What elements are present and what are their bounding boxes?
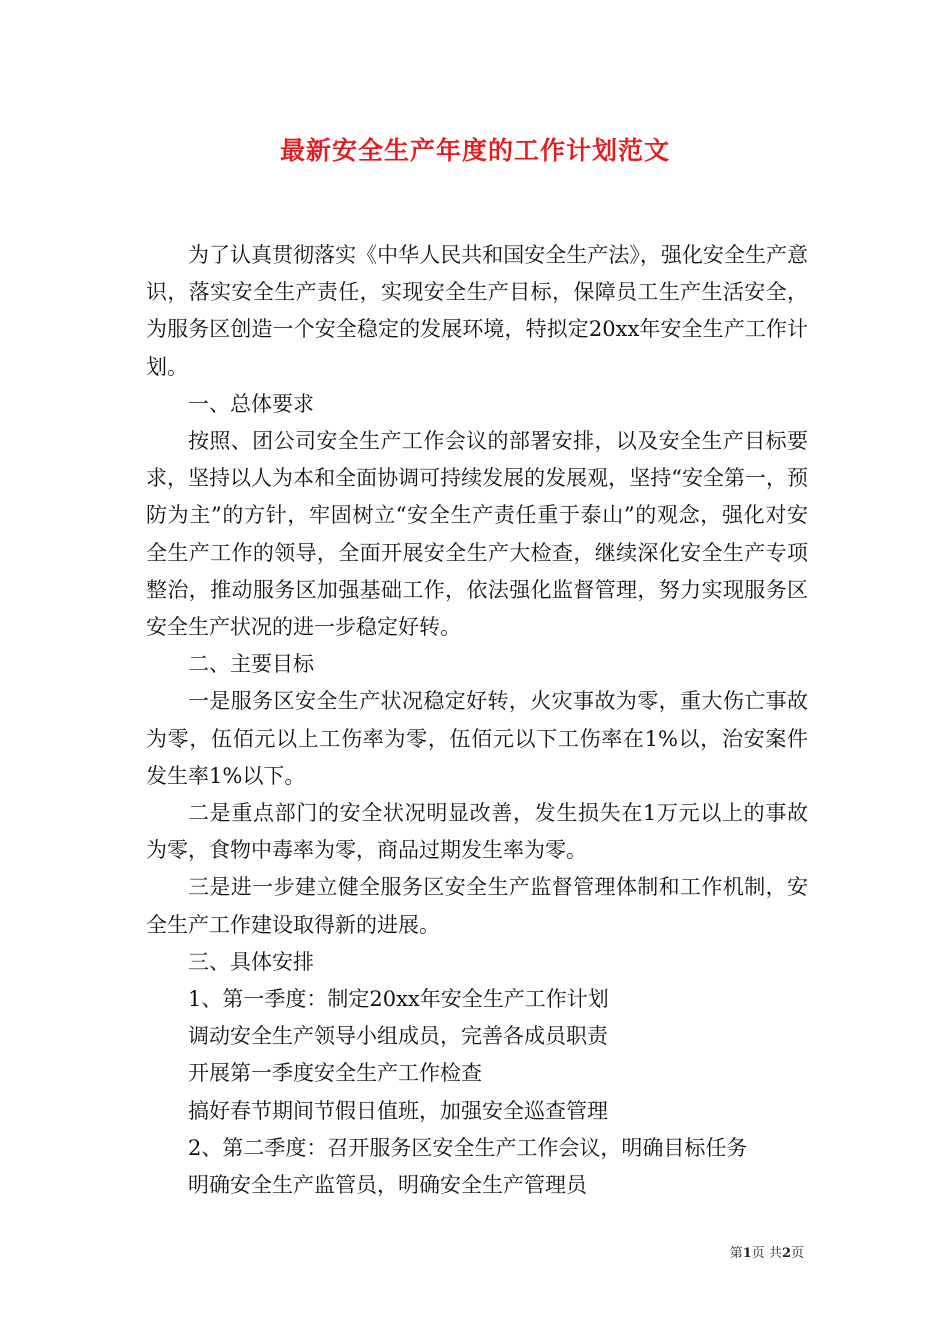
page-middle-text: 页 共 [751,1246,782,1261]
page-number-footer [0,1245,804,1263]
arrangement-line: 明确安全生产监管员，明确安全生产管理员 [188,1173,587,1198]
overall-requirements-paragraph: 按照、团公司安全生产工作会议的部署安排，以及安全生产目标要求，坚持以人为本和全面协调可持续发展的发展观，坚持“安全第一，预防为主”的方针，牢固树立“安全生产责任重于泰山”的观念，强化对安全生产工作的领导，全面开展安全生产大检查，继续深化安全生产专项整治，推动服务区加强基础工作，依法强化监督管理，努力实现服务区安全生产状况的进一步稳定好转。 [146,429,808,640]
document-title: 最新安全生产年度的工作计划范文 [279,136,670,165]
arrangement-line: 1、第一季度：制定20xx年安全生产工作计划 [188,987,609,1012]
goal-paragraph-three: 三是进一步建立健全服务区安全生产监督管理体制和工作机制，安全生产工作建设取得新的进展。 [146,875,808,937]
arrangement-line: 调动安全生产领导小组成员，完善各成员职责 [188,1024,608,1049]
arrangement-line: 搞好春节期间节假日值班，加强安全巡查管理 [188,1098,608,1123]
section-heading-main-goals: 二、主要目标 [188,652,314,677]
page-prefix: 第 [729,1246,743,1261]
current-page-number: 1 [742,1246,752,1261]
total-page-number: 2 [781,1246,791,1261]
intro-paragraph: 为了认真贯彻落实《中华人民共和国安全生产法》，强化安全生产意识，落实安全生产责任，实现安全生产目标，保障员工生产生活安全，为服务区创造一个安全稳定的发展环境，特拟定20xx年安全生产工作计划。 [146,243,808,379]
document-body [146,237,808,1204]
goal-paragraph-two: 二是重点部门的安全状况明显改善，发生损失在1万元以上的事故为零，食物中毒率为零，商品过期发生率为零。 [146,801,808,863]
section-heading-specific-arrangements: 三、具体安排 [188,949,314,974]
goal-paragraph-one: 一是服务区安全生产状况稳定好转，火灾事故为零，重大伤亡事故为零，伍佰元以上工伤率为零，伍佰元以下工伤率在1%以，治安案件发生率1%以下。 [146,689,808,788]
page-suffix: 页 [790,1246,804,1261]
section-heading-overall-requirements: 一、总体要求 [188,391,314,416]
arrangement-line: 开展第一季度安全生产工作检查 [188,1061,482,1086]
arrangement-line: 2、第二季度：召开服务区安全生产工作会议，明确目标任务 [188,1135,748,1160]
